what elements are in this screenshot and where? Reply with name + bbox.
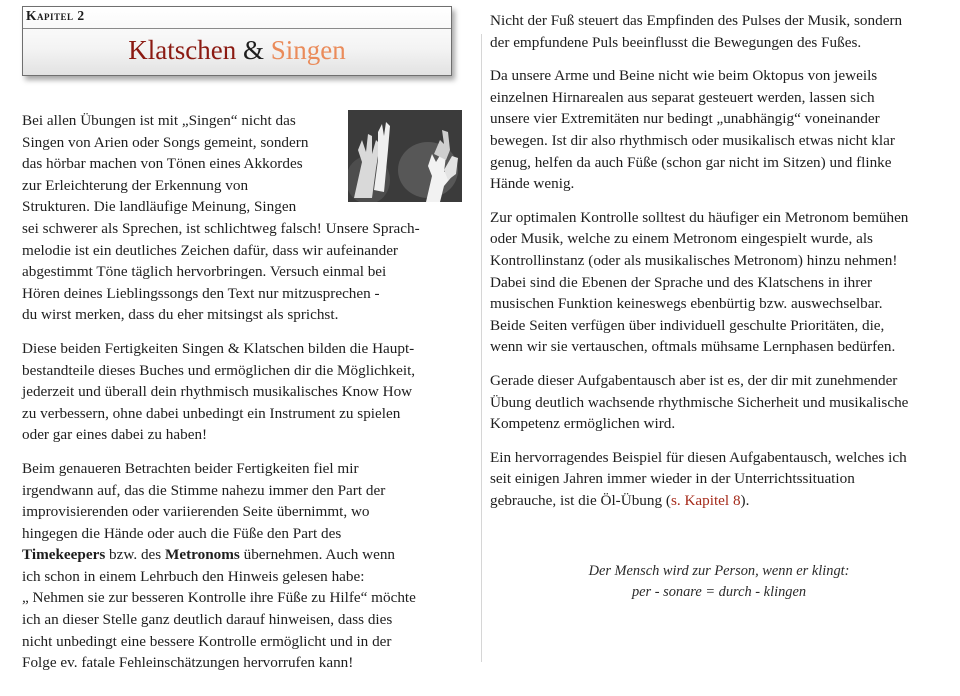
- left-column: [22, 6, 454, 674]
- text-line: zu verbessern, ohne dabei unbedingt ein Instrument zu spielen: [22, 404, 401, 422]
- text-line: ich schon in einem Lehrbuch den Hinweis gelesen habe:: [22, 567, 365, 585]
- title-word-klatschen: Klatschen: [128, 35, 237, 65]
- text-line: Übung deutlich wachsende rhythmische Sicherheit und musikalische: [490, 393, 909, 411]
- text-line: Zur optimalen Kontrolle solltest du häufiger ein Metronom bemühen: [490, 208, 909, 226]
- text-fragment: gebrauche, ist die Öl-Übung (: [490, 491, 671, 509]
- text-line: irgendwann auf, das die Stimme nahezu immer den Part der: [22, 481, 386, 499]
- column-divider: [481, 34, 482, 662]
- text-fragment: bzw. des: [105, 546, 165, 564]
- text-fragment: ).: [740, 491, 750, 509]
- text-line: Bei allen Übungen ist mit „Singen“ nicht das: [22, 112, 296, 129]
- text-line: sei schwerer als Sprechen, ist schlichtweg falsch! Unsere Sprach-: [22, 219, 420, 237]
- text-line: Kompetenz ermöglichen wird.: [490, 415, 676, 433]
- text-line: unsere vier Extremitäten nur bedingt „unabhängig“ voneinander: [490, 110, 880, 128]
- quote-line-2: per - sonare = durch - klingen: [631, 584, 807, 601]
- text-line: Da unsere Arme und Beine nicht wie beim Oktopus von jeweils: [490, 67, 878, 85]
- left-paragraph-2: [22, 338, 454, 446]
- right-paragraph-2: [490, 65, 948, 195]
- right-paragraph-3: [490, 207, 948, 358]
- text-line: oder gar eines dabei zu haben!: [22, 426, 208, 444]
- text-line: oder Musik, welche zu einem Metronom eingespielt wurde, als: [490, 230, 873, 248]
- text-line: der empfundene Puls beeinflusst die Bewegungen des Fußes.: [490, 33, 862, 51]
- text-line: Hören deines Lieblingssongs den Text nur mitzusprechen -: [22, 284, 380, 302]
- text-line: musischen Funktion keineswegs ebenbürtig bzw. auswechselbar.: [490, 295, 883, 313]
- clapping-hands-icon: [348, 110, 462, 202]
- text-line: Ein hervorragendes Beispiel für diesen Aufgabentausch, welches ich: [490, 448, 907, 466]
- text-line: melodie ist ein deutliches Zeichen dafür, dass wir aufeinander: [22, 241, 398, 259]
- text-line: abgestimmt Töne täglich hervorbringen. Versuch einmal bei: [22, 263, 387, 281]
- right-paragraph-4: [490, 370, 948, 435]
- text-line: bestandteile dieses Buches und ermöglichen dir die Möglichkeit,: [22, 361, 416, 379]
- closing-quote: [490, 561, 948, 603]
- text-line: nicht unbedingt eine bessere Kontrolle ermöglicht und in der: [22, 632, 392, 650]
- chapter-label: Kapitel 2: [26, 8, 85, 23]
- text-line: wenn wir sie vertauschen, oftmals mühsame Lernphasen bedürfen.: [490, 338, 896, 356]
- text-line: seit einigen Jahren immer wieder in der Unterrichtssituation: [490, 470, 855, 488]
- left-paragraph-3: [22, 458, 454, 674]
- chapter-title: [23, 34, 451, 66]
- text-line: Hände wenig.: [490, 175, 575, 193]
- text-line: zur Erleichterung der Erkennung von: [22, 176, 249, 194]
- text-line: einzelnen Hirnarealen aus separat gesteuert werden, lassen sich: [490, 88, 875, 106]
- right-column: [490, 10, 948, 603]
- text-line: Nicht der Fuß steuert das Empfinden des Pulses der Musik, sondern: [490, 12, 903, 29]
- text-line: Beim genaueren Betrachten beider Fertigkeiten fiel mir: [22, 459, 359, 477]
- text-line: Beide Seiten verfügen über individuell geschulte Prioritäten, die,: [490, 316, 885, 334]
- text-line: improvisierenden oder variierenden Seite übernimmt, wo: [22, 503, 370, 521]
- text-line: genug, helfen da auch Füße (schon gar nicht im Sitzen) und flinke: [490, 153, 892, 171]
- text-line: das hörbar machen von Tönen eines Akkordes: [22, 155, 303, 173]
- text-line: hingegen die Hände oder auch die Füße den Part des: [22, 524, 342, 542]
- text-line: Diese beiden Fertigkeiten Singen & Klatschen bilden die Haupt-: [22, 339, 415, 357]
- text-line: ich an dieser Stelle ganz deutlich darauf hinweisen, dass dies: [22, 611, 393, 629]
- text-line: bewegen. Ist dir also rhythmisch oder musikalisch etwas nicht klar: [490, 131, 895, 149]
- clapping-hands-photo: [348, 110, 462, 202]
- text-line: Kontrollinstanz (oder als musikalisches Metronom) hinzu nehmen!: [490, 251, 898, 269]
- title-word-singen: Singen: [270, 35, 346, 65]
- quote-line-1: Der Mensch wird zur Person, wenn er klingt:: [588, 563, 850, 580]
- chapter-header-box: [22, 6, 452, 76]
- title-ampersand: &: [242, 35, 264, 65]
- text-line: Singen von Arien oder Songs gemeint, sondern: [22, 133, 309, 151]
- term-metronoms: Metronoms: [165, 546, 240, 564]
- text-line: Dabei sind die Ebenen der Sprache und des Klatschens in ihrer: [490, 273, 873, 291]
- right-paragraph-1: [490, 10, 948, 53]
- left-paragraph-1: [22, 110, 454, 326]
- term-timekeepers: Timekeepers: [22, 546, 106, 564]
- chapter-8-link[interactable]: s. Kapitel 8: [670, 491, 741, 509]
- text-fragment: übernehmen. Auch wenn: [239, 546, 396, 564]
- text-line: du wirst merken, dass du eher mitsingst als sprichst.: [22, 306, 339, 324]
- text-line: jederzeit und überall dein rhythmisch musikalisches Know How: [22, 383, 413, 401]
- text-line: Gerade dieser Aufgabentausch aber ist es, der dir mit zunehmender: [490, 371, 898, 389]
- text-line: Folge ev. fatale Fehleinschätzungen hervorrufen kann!: [22, 654, 354, 672]
- chapter-rule: [23, 28, 451, 29]
- text-line: Strukturen. Die landläufige Meinung, Singen: [22, 198, 297, 216]
- right-paragraph-5: [490, 447, 948, 512]
- text-line: „ Nehmen sie zur besseren Kontrolle ihre Füße zu Hilfe“ möchte: [22, 589, 416, 607]
